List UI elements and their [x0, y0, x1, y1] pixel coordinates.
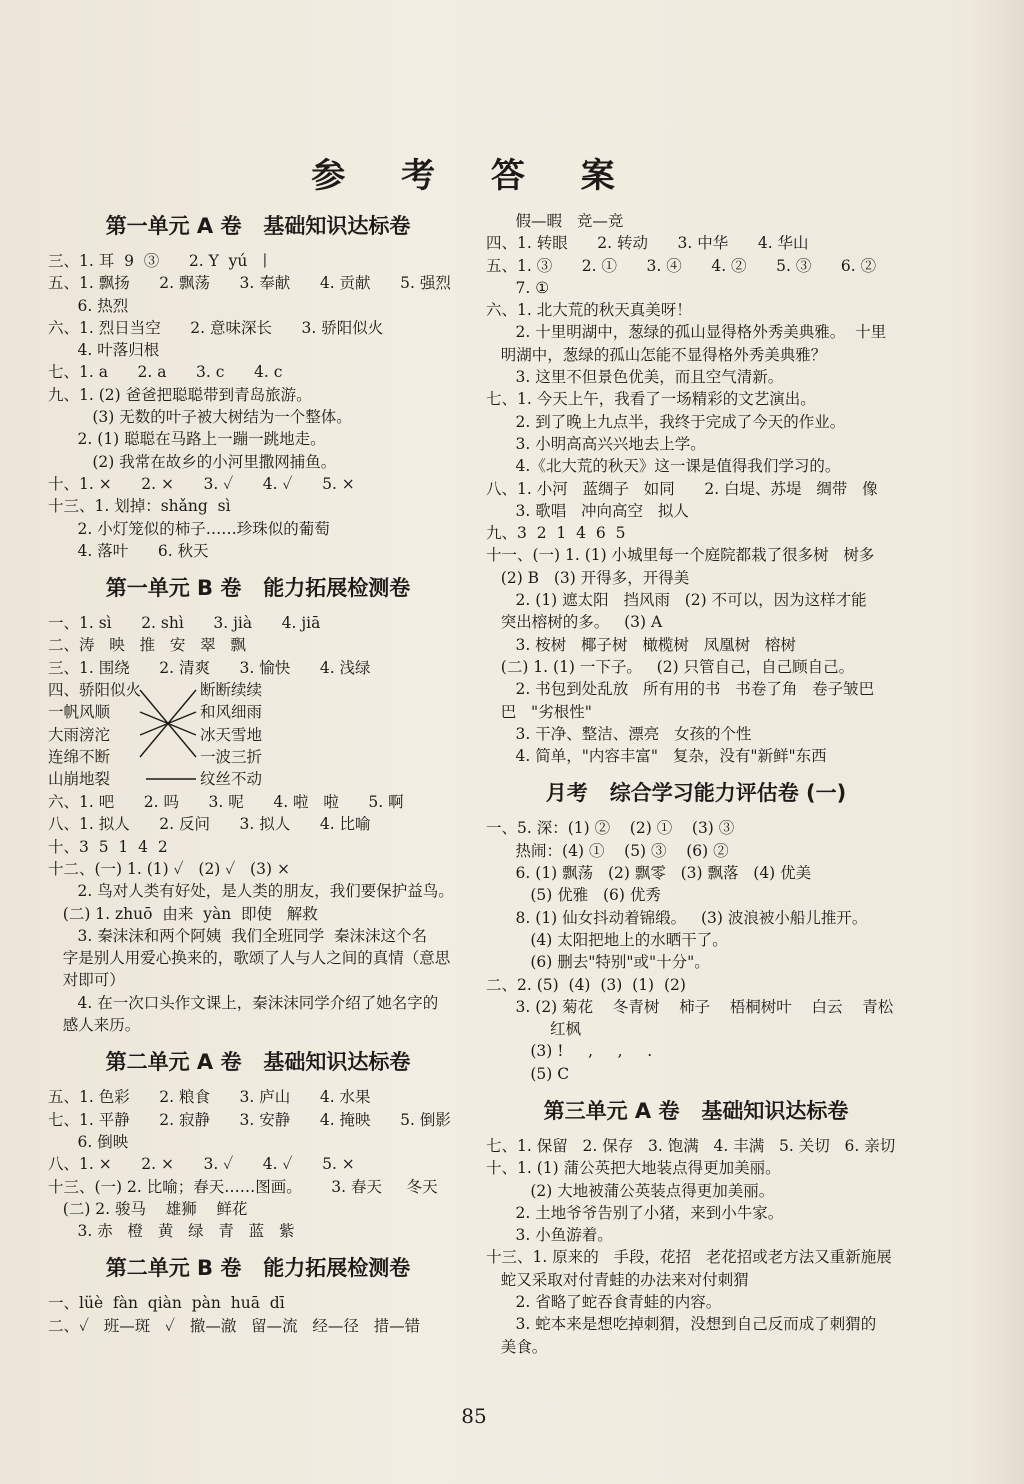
- answer-line: 十、1. (1) 蒲公英把大地装点得更加美丽。: [486, 1159, 781, 1178]
- answer-line: 6. 热烈: [48, 296, 129, 315]
- answer-line: 二、涛 映 推 安 翠 飘: [48, 636, 246, 655]
- answer-line: 4. 落叶 6. 秋天: [48, 541, 209, 560]
- answer-line: 3. 这里不但景色优美，而且空气清新。: [486, 368, 784, 387]
- section-heading: 第三单元 A 卷 基础知识达标卷: [543, 1098, 849, 1123]
- answer-line: 2. 鸟对人类有好处，是人类的朋友，我们要保护益鸟。: [48, 882, 454, 901]
- answer-line: 七、1. 今天上午，我看了一场精彩的文艺演出。: [486, 390, 816, 409]
- answer-line: (5) C: [486, 1064, 570, 1083]
- section-body: [48, 250, 468, 562]
- left-column: [48, 210, 468, 1337]
- answer-line: 3. (2) 菊花 冬青树 柿子 梧桐树叶 白云 青松: [486, 997, 894, 1016]
- answer-line: 三、1. 围绕 2. 清爽 3. 愉快 4. 浅绿: [48, 658, 371, 677]
- answer-line: 4. 简单，"内容丰富" 复杂，没有"新鲜"东西: [486, 747, 827, 766]
- answer-line: 一波三折: [200, 747, 263, 766]
- answer-line: 一、1. sì 2. shì 3. jià 4. jiā: [48, 614, 321, 633]
- answer-line: 七、1. 保留 2. 保存 3. 饱满 4. 丰满 5. 关切 6. 亲切: [486, 1136, 896, 1155]
- answer-line: 2. (1) 遮太阳 挡风雨 (2) 不可以，因为这样才能: [486, 591, 867, 610]
- answer-line: 对即可）: [48, 971, 125, 990]
- answer-line: 十、1. × 2. × 3. ✓ 4. ✓ 5. ×: [48, 474, 355, 493]
- answer-line: 和风细雨: [200, 703, 263, 722]
- answer-line: 九、3 2 1 4 6 5: [486, 524, 626, 543]
- answer-line: 美食。: [486, 1337, 548, 1356]
- answer-line: 3. 小鱼游着。: [486, 1226, 613, 1245]
- answer-line: 热闹：(4) ① (5) ③ (6) ②: [486, 841, 729, 860]
- answer-line: 山崩地裂: [48, 770, 111, 789]
- answer-line: 断断续续: [200, 681, 263, 700]
- match-left-column: [48, 679, 141, 790]
- answer-line: 4.《北大荒的秋天》这一课是值得我们学习的。: [486, 457, 841, 476]
- answer-line: 2. 书包到处乱放 所有用的书 书卷了角 卷子皱巴: [486, 680, 875, 699]
- section-heading: 月考 综合学习能力评估卷 (一): [545, 781, 847, 806]
- answer-line: 蛇又采取对付青蛙的办法来对付刺猬: [486, 1270, 749, 1289]
- answer-line: 2. 到了晚上九点半，我终于完成了今天的作业。: [486, 412, 846, 431]
- answer-line: 3. 桉树 椰子树 橄榄树 凤凰树 榕树: [486, 635, 796, 654]
- matching-lines: [138, 679, 202, 791]
- answer-line: 十二、(一) 1. (1) ✓ (2) ✓ (3) ×: [48, 859, 290, 878]
- section-body: [486, 210, 906, 767]
- section-heading: 第二单元 B 卷 能力拓展检测卷: [105, 1256, 411, 1281]
- answer-line: 六、1. 烈日当空 2. 意味深长 3. 骄阳似火: [48, 318, 384, 337]
- answer-line: 3. 干净、整洁、漂亮 女孩的个性: [486, 724, 752, 743]
- answer-line: 假—暇 竞—竞: [486, 212, 624, 230]
- answer-line: 7. ①: [486, 278, 550, 297]
- page-title: 参 考 答 案: [311, 156, 637, 196]
- section-body: [48, 612, 468, 679]
- answer-line: 八、1. 小河 蓝绸子 如同 2. 白堤、苏堤 绸带 像: [486, 479, 878, 498]
- section-body: [486, 817, 906, 1085]
- answer-line: 三、1. 耳 9 ③ 2. Y yú 丨: [48, 252, 273, 270]
- answer-line: 十一、(一) 1. (1) 小城里每一个庭院都栽了很多树 树多: [486, 546, 875, 565]
- answer-line: 二、2. (5) (4) (3) (1) (2): [486, 975, 686, 994]
- section-heading: 第一单元 A 卷 基础知识达标卷: [105, 214, 411, 238]
- answer-line: 一、lüè fàn qiàn pàn huā dī: [48, 1294, 285, 1313]
- answer-line: 2. 十里明湖中，葱绿的孤山显得格外秀美典雅。 十里: [486, 323, 887, 342]
- answer-line: 字是别人用爱心换来的，歌颂了人与人之间的真情（意思: [48, 949, 451, 968]
- answer-line: 九、1. (2) 爸爸把聪聪带到青岛旅游。: [48, 385, 312, 404]
- answer-line: (3) ! , , .: [486, 1042, 653, 1061]
- answer-line: 十三、1. 划掉：shǎng sì: [48, 497, 231, 516]
- answer-line: 8. (1) 仙女抖动着锦缎。 (3) 波浪被小船儿推开。: [486, 908, 868, 927]
- answer-line: (二) 2. 骏马 雄狮 鲜花: [48, 1199, 248, 1218]
- answer-line: 2. 省略了蛇吞食青蛙的内容。: [486, 1293, 722, 1312]
- answer-line: 2. 小灯笼似的柿子……珍珠似的葡萄: [48, 519, 330, 538]
- answer-line: (2) 我常在故乡的小河里撒网捕鱼。: [48, 452, 337, 471]
- answer-line: 3. 小明高高兴兴地去上学。: [486, 434, 706, 453]
- page-edge-shadow: [968, 0, 1024, 1484]
- matching-exercise: [48, 679, 468, 791]
- answer-line: 明湖中，葱绿的孤山怎能不显得格外秀美典雅？: [486, 345, 827, 364]
- section-body: [48, 1292, 468, 1337]
- answer-line: 3. 秦沫沫和两个阿姨 我们全班同学 秦沫沫这个名: [48, 926, 427, 945]
- answer-line: 巴 "劣根性": [486, 702, 592, 721]
- section-heading: 第一单元 B 卷 能力拓展检测卷: [105, 576, 411, 601]
- answer-line: 二、✓ 班—斑 ✓ 撤—澈 留—流 经—径 措—错: [48, 1316, 421, 1335]
- answer-line: 3. 赤 橙 黄 绿 青 蓝 紫: [48, 1222, 295, 1241]
- answer-line: (4) 太阳把地上的水晒干了。: [486, 930, 728, 949]
- section-body: [486, 1135, 906, 1358]
- answer-line: (5) 优雅 (6) 优秀: [486, 886, 661, 905]
- answer-line: 3. 歌唱 冲向高空 拟人: [486, 501, 689, 520]
- answer-line: 八、1. 拟人 2. 反问 3. 拟人 4. 比喻: [48, 815, 371, 834]
- answer-line: 2. 土地爷爷告别了小猪，来到小牛家。: [486, 1203, 784, 1222]
- answer-line: 六、1. 北大荒的秋天真美呀！: [486, 301, 692, 320]
- answer-line: 十、3 5 1 4 2: [48, 837, 168, 856]
- answer-line: 七、1. a 2. a 3. c 4. c: [48, 363, 283, 382]
- answer-line: 红枫: [486, 1020, 582, 1039]
- answer-line: 冰天雪地: [200, 725, 263, 744]
- answer-line: (2) 大地被蒲公英装点得更加美丽。: [486, 1181, 775, 1200]
- answer-line: 十三、1. 原来的 手段，花招 老花招或老方法又重新施展: [486, 1248, 892, 1267]
- page-number: 85: [461, 1404, 487, 1428]
- answer-line: 五、1. 色彩 2. 粮食 3. 庐山 4. 水果: [48, 1088, 371, 1107]
- section-body: [48, 791, 468, 1036]
- answer-line: 五、1. 飘扬 2. 飘荡 3. 奉献 4. 贡献 5. 强烈: [48, 274, 451, 293]
- answer-line: 纹丝不动: [200, 770, 263, 789]
- answer-line: (二) 1. zhuō 由来 yàn 即使 解救: [48, 904, 318, 923]
- match-right-column: [200, 679, 262, 790]
- section-body: [48, 1086, 468, 1242]
- answer-line: (3) 无数的叶子被大树结为一个整体。: [48, 408, 352, 427]
- answer-line: 4. 叶落归根: [48, 341, 160, 360]
- answer-line: 六、1. 吧 2. 吗 3. 呢 4. 啦 啦 5. 啊: [48, 793, 404, 812]
- right-column: [486, 210, 906, 1358]
- answer-line: 感人来历。: [48, 1016, 141, 1035]
- answer-line: 八、1. × 2. × 3. ✓ 4. ✓ 5. ×: [48, 1155, 355, 1174]
- answer-line: 2. (1) 聪聪在马路上一蹦一跳地走。: [48, 430, 326, 449]
- answer-line: 四、1. 转眼 2. 转动 3. 中华 4. 华山: [486, 234, 809, 253]
- answer-line: 4. 在一次口头作文课上，秦沫沫同学介绍了她名字的: [48, 993, 439, 1012]
- answer-line: 十三、(一) 2. 比喻；春天……图画。 3. 春天 冬天: [48, 1177, 438, 1196]
- section-heading: 第二单元 A 卷 基础知识达标卷: [105, 1050, 411, 1075]
- answer-line: 四、骄阳似火: [48, 681, 142, 700]
- answer-line: 6. (1) 飘荡 (2) 飘零 (3) 飘落 (4) 优美: [486, 864, 812, 883]
- answer-line: 一、5. 深：(1) ② (2) ① (3) ③: [486, 819, 735, 838]
- answer-line: 连绵不断: [48, 747, 111, 766]
- answer-line: 突出榕树的多。 (3) A: [486, 613, 663, 632]
- answer-line: 3. 蛇本来是想吃掉刺猬，没想到自己反而成了刺猬的: [486, 1315, 877, 1334]
- answer-line: (6) 删去"特别"或"十分"。: [486, 953, 710, 972]
- answer-line: (2) B (3) 开得多，开得美: [486, 568, 690, 587]
- answer-line: 大雨滂沱: [48, 725, 111, 744]
- answer-line: 6. 倒映: [48, 1132, 129, 1151]
- answer-line: (二) 1. (1) 一下子。 (2) 只管自己，自己顾自己。: [486, 657, 855, 676]
- answer-line: 七、1. 平静 2. 寂静 3. 安静 4. 掩映 5. 倒影: [48, 1110, 451, 1129]
- answer-line: 五、1. ③ 2. ① 3. ④ 4. ② 5. ③ 6. ②: [486, 256, 877, 275]
- answer-line: 一帆风顺: [48, 703, 111, 722]
